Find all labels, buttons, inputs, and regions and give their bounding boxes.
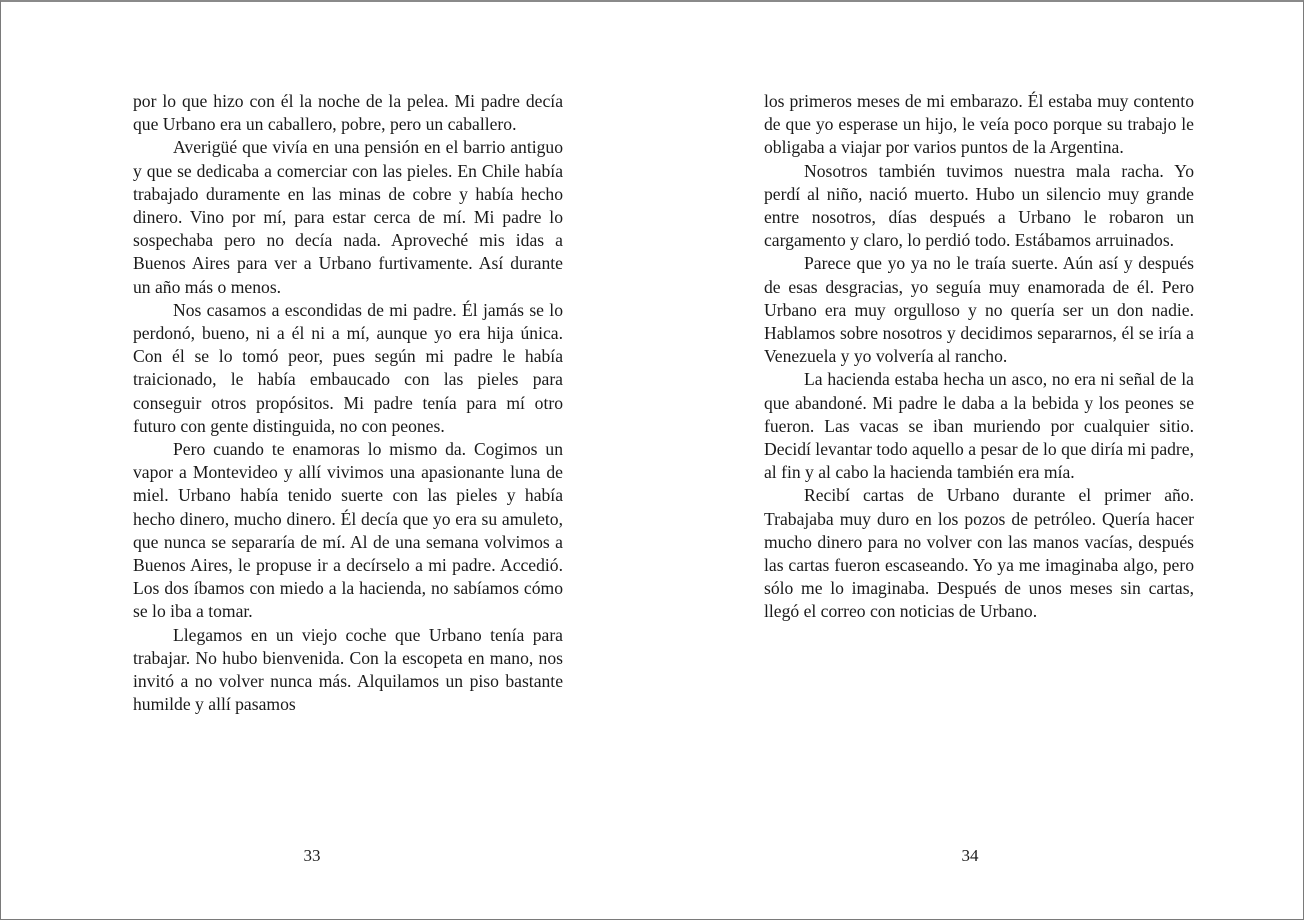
paragraph: La hacienda estaba hecha un asco, no era ni señal de la que abandoné. Mi padre le daba a la bebida y los peones se fueron. Las vacas se iban muriendo por cualquier sitio. Decidí levantar todo aquello a pesar de lo que diría mi padre, al fin y al cabo la hacienda también era mía. bbox=[764, 369, 1194, 483]
page-number-right: 34 bbox=[961, 846, 979, 865]
paragraph: Llegamos en un viejo coche que Urbano tenía para trabajar. No hubo bienvenida. Con la escopeta en mano, nos invitó a no volver nunca más. Alquilamos un piso bastante humilde y allí pasamos bbox=[133, 624, 563, 715]
paragraph: Nos casamos a escondidas de mi padre. Él jamás se lo perdonó, bueno, ni a él ni a mí, aunque yo era hija única. Con él se lo tomó peor, pues según mi padre le había traicionado, le había embaucado con las pieles para conseguir otros propósitos. Mi padre tenía para mí otro futuro con gente distinguida, no con peones. bbox=[133, 299, 563, 436]
left-page bbox=[133, 90, 563, 716]
paragraph: Nosotros también tuvimos nuestra mala racha. Yo perdí al niño, nació muerto. Hubo un silencio muy grande entre nosotros, días después a Urbano le robaron un cargamento y claro, lo perdió todo. Estábamos arruinados. bbox=[764, 160, 1194, 251]
paragraph: Recibí cartas de Urbano durante el primer año. Trabajaba muy duro en los pozos de petróleo. Quería hacer mucho dinero para no volver con las manos vacías, después las cartas fueron escaseando. Yo ya me imaginaba algo, pero sólo me lo imaginaba. Después de unos meses sin cartas, llegó el correo con noticias de Urbano. bbox=[764, 485, 1194, 622]
paragraph: Parece que yo ya no le traía suerte. Aún así y después de esas desgracias, yo seguía muy enamorada de él. Pero Urbano era muy orgulloso y no quería ser un don nadie. Hablamos sobre nosotros y decidimos separarnos, él se iría a Venezuela y yo volvería al rancho. bbox=[764, 253, 1194, 367]
paragraph: por lo que hizo con él la noche de la pelea. Mi padre decía que Urbano era un caballero, pobre, pero un caballero. bbox=[133, 91, 563, 135]
right-page bbox=[764, 90, 1194, 624]
page-number-left: 33 bbox=[303, 846, 321, 865]
paragraph: Averigüé que vivía en una pensión en el barrio antiguo y que se dedicaba a comerciar con las pieles. En Chile había trabajado duramente en las minas de cobre y había hecho dinero. Vino por mí, para estar cerca de mí. Mi padre lo sospechaba pero no decía nada. Aproveché mis idas a Buenos Aires para ver a Urbano furtivamente. Así durante un año más o menos. bbox=[133, 137, 563, 297]
paragraph: los primeros meses de mi embarazo. Él estaba muy contento de que yo esperase un hijo, le veía poco porque su trabajo le obligaba a viajar por varios puntos de la Argentina. bbox=[764, 91, 1194, 158]
paragraph: Pero cuando te enamoras lo mismo da. Cogimos un vapor a Montevideo y allí vivimos una apasionante luna de miel. Urbano había tenido suerte con las pieles y había hecho dinero, mucho dinero. Él decía que yo era su amuleto, que nunca se separaría de mí. Al de una semana volvimos a Buenos Aires, le propuse ir a decírselo a mi padre. Accedió. Los dos íbamos con miedo a la hacienda, no sabíamos cómo se lo iba a tomar. bbox=[133, 439, 563, 622]
